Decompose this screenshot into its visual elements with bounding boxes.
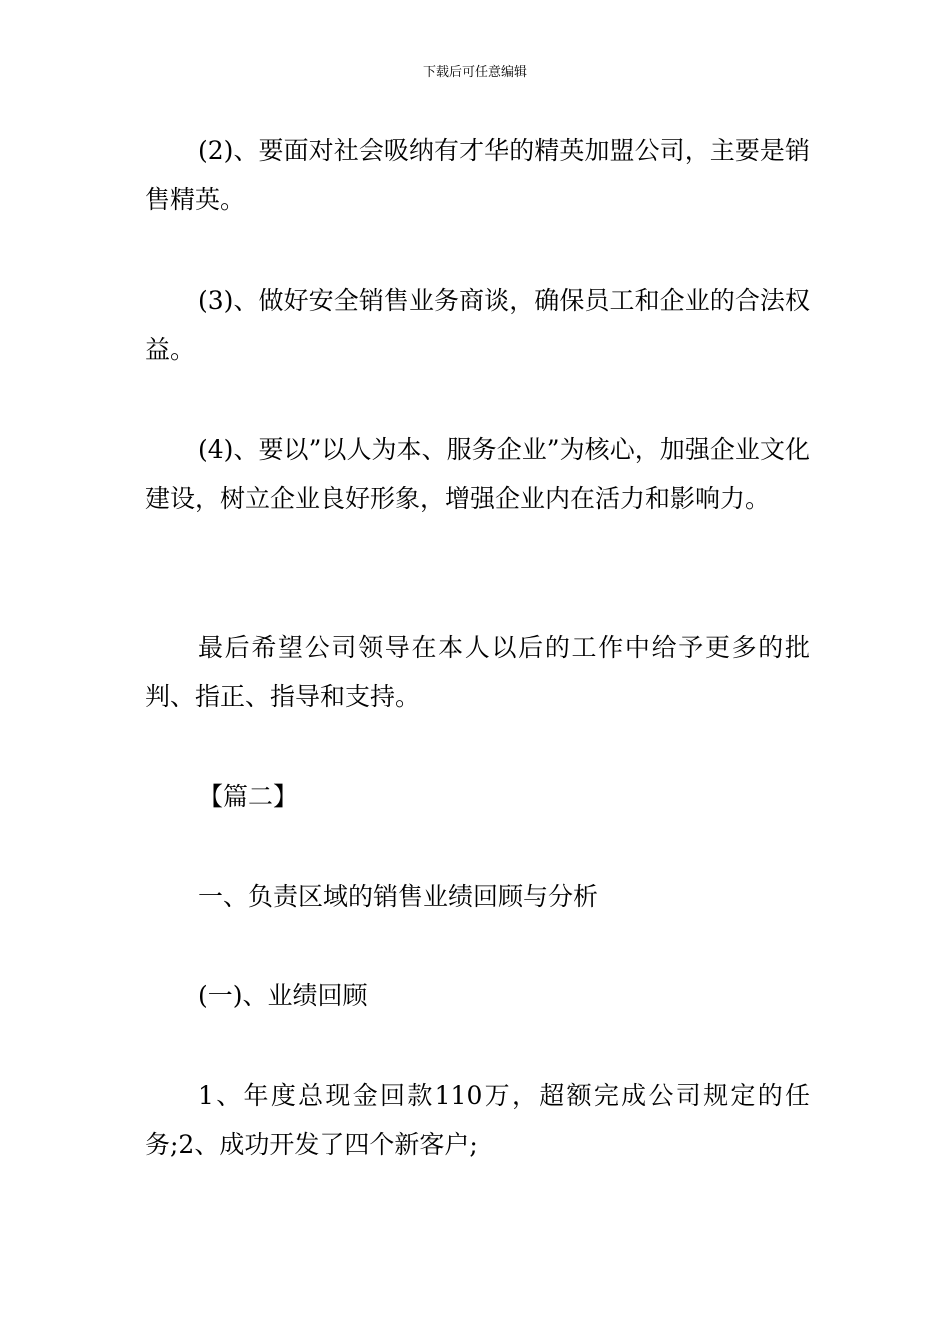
paragraph-item-4: (4)、要以”以人为本、服务企业”为核心，加强企业文化建设，树立企业良好形象，增强企业内在活力和影响力。 xyxy=(145,435,810,513)
section-heading-part-two: 【篇二】 xyxy=(198,782,299,811)
paragraph-results: 1、年度总现金回款110万，超额完成公司规定的任务;2、成功开发了四个新客户; xyxy=(145,1081,810,1159)
closing-paragraph: 最后希望公司领导在本人以后的工作中给予更多的批判、指正、指导和支持。 xyxy=(145,633,810,711)
paragraph-item-3: (3)、做好安全销售业务商谈，确保员工和企业的合法权益。 xyxy=(145,286,810,364)
page-header: 下载后可任意编辑 xyxy=(422,65,527,80)
section-heading-sales-review: 一、负责区域的销售业绩回顾与分析 xyxy=(198,882,599,911)
paragraph-item-2: (2)、要面对社会吸纳有才华的精英加盟公司，主要是销售精英。 xyxy=(145,136,810,214)
subsection-heading-performance: (一)、业绩回顾 xyxy=(198,981,368,1010)
